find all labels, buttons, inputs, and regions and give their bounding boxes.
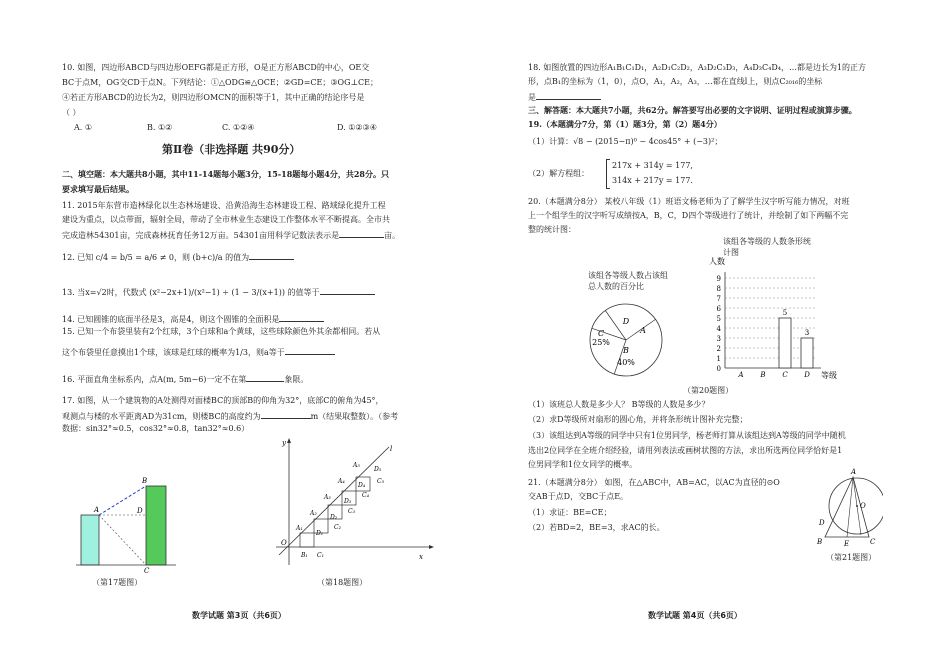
center-o: [856, 505, 858, 507]
label-y: y: [282, 439, 286, 447]
label-a3: A₃: [324, 494, 331, 501]
equation-brace: [606, 159, 610, 189]
label-e: E: [844, 540, 850, 548]
answer-blank: [249, 250, 294, 260]
q20-line1: 20.（本题满分8分） 某校八年级（1）班语文杨老师为了了解学生汉字听写能力情况，对班: [528, 197, 850, 206]
bar-y-tick-label: 0: [716, 365, 721, 373]
bar-xlabel: 等级: [821, 371, 837, 380]
label-a2: A₂: [310, 510, 317, 517]
label-d4: D₄: [358, 482, 366, 489]
bar-x-tick-label: D: [804, 371, 810, 379]
label-o: O: [860, 502, 866, 510]
label-d5: D₅: [374, 466, 382, 473]
q10-option-a: A. ①: [74, 123, 93, 132]
q20-part3-line1: （3）该组达到A等级的同学中只有1位男同学，杨老师打算从该组达到A等级的同学中随机: [528, 431, 846, 440]
square-1: [300, 533, 314, 547]
q20-part1: （1）该班总人数是多少人？ B等级的人数是多少？: [528, 400, 710, 409]
q15-line1: 15. 已知一个布袋里装有2个红球，3个白球和a个黄球，这些球除颜色外其余都相同。若从: [62, 327, 381, 336]
answer-blank: [246, 372, 284, 382]
y-axis-arrow: [287, 438, 291, 443]
label-c3: C₃: [348, 508, 355, 515]
bar-chart-title: 该组各等级的人数条形统计图: [723, 237, 811, 257]
label-d: D: [819, 519, 825, 527]
bar-x-tick-label: B: [760, 371, 766, 379]
q17-line2: 观测点与楼的水平距离AD为31cm，则楼BC的高度约为 m（结果取整数）。（参考: [62, 409, 398, 423]
bar-ylabel: 人数: [709, 257, 725, 266]
pie-chart: [586, 300, 666, 380]
page-footer: 数学试题 第4页（共6页）: [648, 611, 742, 620]
q21-part1: （1）求证：BE=CE；: [528, 508, 612, 517]
line-l: [279, 447, 389, 555]
bar-y-tick-label: 6: [716, 305, 721, 313]
fill-heading-2: 要求填写最后结果。: [62, 184, 134, 194]
label-a: A: [94, 506, 100, 514]
q10-option-b: B. ①②: [147, 123, 173, 132]
q20-part3-line3: 位男同学和1位女同学的概率。: [528, 460, 638, 469]
bar-y-tick-label: 9: [716, 275, 721, 283]
label-c5: C₅: [377, 478, 384, 485]
q18-line1: 18. 如图放置的四边形A₁B₁C₁D₁，A₂D₁C₂D₂，A₃D₂C₃D₃，A₄D₃C₄D₄，…都是边长为1的正方: [528, 63, 867, 72]
page-footer: 数学试题 第3页（共6页）: [192, 611, 286, 620]
q20-line3: 整的统计图：: [528, 225, 576, 234]
q10-line4: （ ）: [62, 108, 81, 117]
figure-21: [813, 465, 883, 550]
equation-2: 314x + 217y = 177.: [612, 176, 693, 185]
page-3: [62, 0, 502, 658]
q13: 13. 当x=√2时，代数式 (x²−2x+1)/(x²−1) ÷ (1 − 3/(x+1)) 的值等于: [62, 285, 375, 299]
fig17-caption: （第17题图）: [92, 578, 143, 587]
pie-value-c: 25%: [592, 338, 610, 347]
pie-value-b: 40%: [617, 358, 635, 367]
fig20-caption: （第20题图）: [683, 386, 734, 395]
bar-y-tick-label: 5: [716, 315, 721, 323]
pie-label-a: A: [640, 326, 646, 335]
page-4: [528, 0, 900, 658]
label-x: x: [419, 553, 423, 561]
fig21-caption: （第21题图）: [826, 553, 877, 562]
label-d3: D₃: [344, 498, 352, 505]
pie-label-c: C: [597, 329, 605, 338]
bar-C: [779, 318, 791, 368]
figure-17: [76, 470, 186, 575]
q21-part2: （2）若BD=2，BE=3，求AC的长。: [528, 523, 665, 532]
q11-line1: 11. 2015年东营市造林绿化以生态林场建设、沿黄沿海生态林建设工程、路域绿化提升工程: [62, 201, 386, 210]
bar-y-tick-label: 7: [716, 295, 721, 303]
q19-part1: （1）计算：√8 − (2015−π)⁰ − 4cos45° + (−3)²；: [528, 137, 723, 146]
q19-heading: 19.（本题满分7分，第（1）题3分，第（2）题4分）: [528, 119, 722, 129]
bar-bars: [779, 318, 813, 368]
q11-line2: 建设为重点，以点带面，辐射全局，带动了全市林业生态建设工作整体水平不断提高。全市共: [62, 215, 390, 224]
q18-line2: 形，点B₁的坐标为（1，0），点O，A₁，A₂，A₃，…都在直线l上，则点C₂₀₁₆的坐标: [528, 77, 823, 86]
solve-heading: 三、解答题：本大题共7小题，共62分。解答要写出必要的文字说明、证明过程或演算步骤。: [528, 105, 857, 115]
q16: 16. 平面直角坐标系内，点A(m, 5m−6)一定不在第 象限。: [62, 372, 308, 386]
label-d: D: [137, 507, 143, 515]
q10-option-c: C. ①②④: [222, 123, 255, 132]
pie-label-b: B: [623, 346, 629, 355]
sight-line-down: [99, 515, 146, 565]
figure-18: [274, 437, 434, 569]
segment-ae: [847, 477, 853, 537]
pie-title: 该组各等级人数占该组总人数的百分比: [588, 271, 668, 291]
fig18-caption: （第18题图）: [317, 578, 368, 587]
bar-y-ticks: [717, 275, 722, 373]
label-c2: C₂: [334, 524, 341, 531]
q10-line1: 10. 如图，四边形ABCD与四边形OEFG都是正方形，O是正方形ABCD的中心，OE交: [62, 63, 370, 72]
fill-heading-1: 二、填空题：本大题共8小题，其中11-14题每小题3分，15-18题每小题4分，共28分。只: [62, 169, 390, 179]
q11-line3: 完成造林54301亩，完成森林抚育任务12万亩。54301亩用科学记数法表示是 亩。: [62, 228, 400, 242]
label-a5: A₅: [353, 462, 360, 469]
q10-option-d: D. ①②③④: [337, 123, 377, 132]
building-a: [81, 515, 99, 565]
label-d2: D₂: [330, 514, 338, 521]
label-l: l: [390, 445, 393, 453]
bar-y-tick-label: 4: [716, 325, 721, 333]
q10-line3: ④若正方形ABCD的边长为2，则四边形OMCN的面积等于1，其中正确的结论序号是: [62, 93, 365, 102]
q21-line2: 交AB于点D，交BC于点E。: [528, 492, 629, 501]
label-c: C: [870, 538, 876, 546]
bar-x-tick-label: A: [738, 371, 744, 379]
q15-line2: 这个布袋里任意摸出1个球，该球是红球的概率为1/3，则a等于: [62, 345, 335, 359]
bar-y-tick-label: 3: [716, 335, 721, 343]
answer-blank: [320, 285, 375, 295]
bar-y-tick-label: 2: [716, 345, 721, 353]
bar-chart: [703, 256, 848, 384]
bar-value-label: 5: [782, 309, 788, 317]
bar-y-tick-label: 1: [716, 355, 721, 363]
q21-line1: 21.（本题满分8分） 如图，在△ABC中，AB=AC，以AC为直径的⊙O: [528, 478, 780, 487]
label-a1: A₁: [296, 525, 303, 532]
q10-line2: BC于点M，OG交CD于点N。下列结论：①△ODG≌△OCE；②GD=CE；③OG⊥CE；: [62, 78, 378, 87]
label-b: B: [817, 538, 823, 546]
label-d1: D₁: [316, 530, 324, 537]
answer-blank: [536, 90, 601, 100]
q19-part2-label: （2）解方程组：: [528, 169, 590, 178]
q20-part2: （2）求D等级所对扇形的圆心角，并将条形统计图补充完整；: [528, 415, 748, 424]
label-a4: A₄: [338, 478, 345, 485]
bar-y-tick-label: 8: [716, 285, 721, 293]
bar-value-label: 3: [804, 329, 810, 337]
answer-blank: [339, 228, 384, 238]
q20-part3-line2: 选出2位同学在全班介绍经验，请用列表法或画树状图的方法，求出所选两位同学恰好是1: [528, 446, 843, 455]
pie-label-d: D: [622, 317, 630, 326]
bar-x-tick-label: C: [782, 371, 788, 379]
section2-title: 第Ⅱ卷（非选择题 共90分）: [162, 143, 301, 156]
q20-line2: 上一个组学生的汉字听写成绩按A，B，C，D四个等级进行了统计，并绘制了如下两幅不完: [528, 211, 849, 220]
bar-x-ticks: [737, 371, 810, 379]
label-b1: B₁: [301, 552, 308, 559]
label-b: B: [142, 477, 148, 485]
answer-blank: [279, 312, 324, 322]
q17-line1: 17. 如图，从一个建筑物的A处测得对面楼BC的顶部B的仰角为32°，底部C的俯角为45°，: [62, 396, 384, 405]
label-a: A: [851, 468, 857, 476]
label-c4: C₄: [362, 492, 369, 499]
label-o: O: [281, 539, 287, 547]
bar-D: [801, 338, 813, 368]
label-c1: C₁: [317, 552, 324, 559]
x-axis-arrow: [429, 545, 434, 549]
building-bc: [146, 486, 166, 565]
q12: 12. 已知 c/4 = b/5 = a/6 ≠ 0，则 (b+c)/a 的值为: [62, 250, 294, 264]
label-c: C: [144, 567, 150, 575]
answer-blank: [261, 409, 311, 419]
equation-1: 217x + 314y = 177,: [612, 161, 693, 170]
q14: 14. 已知圆锥的底面半径是3，高是4，则这个圆锥的全面积是: [62, 312, 324, 326]
q18-line3: 是: [528, 90, 601, 104]
answer-blank: [285, 345, 335, 355]
q17-line3: 数据：sin32°≈0.5，cos32°≈0.8，tan32°≈0.6）: [62, 424, 250, 433]
